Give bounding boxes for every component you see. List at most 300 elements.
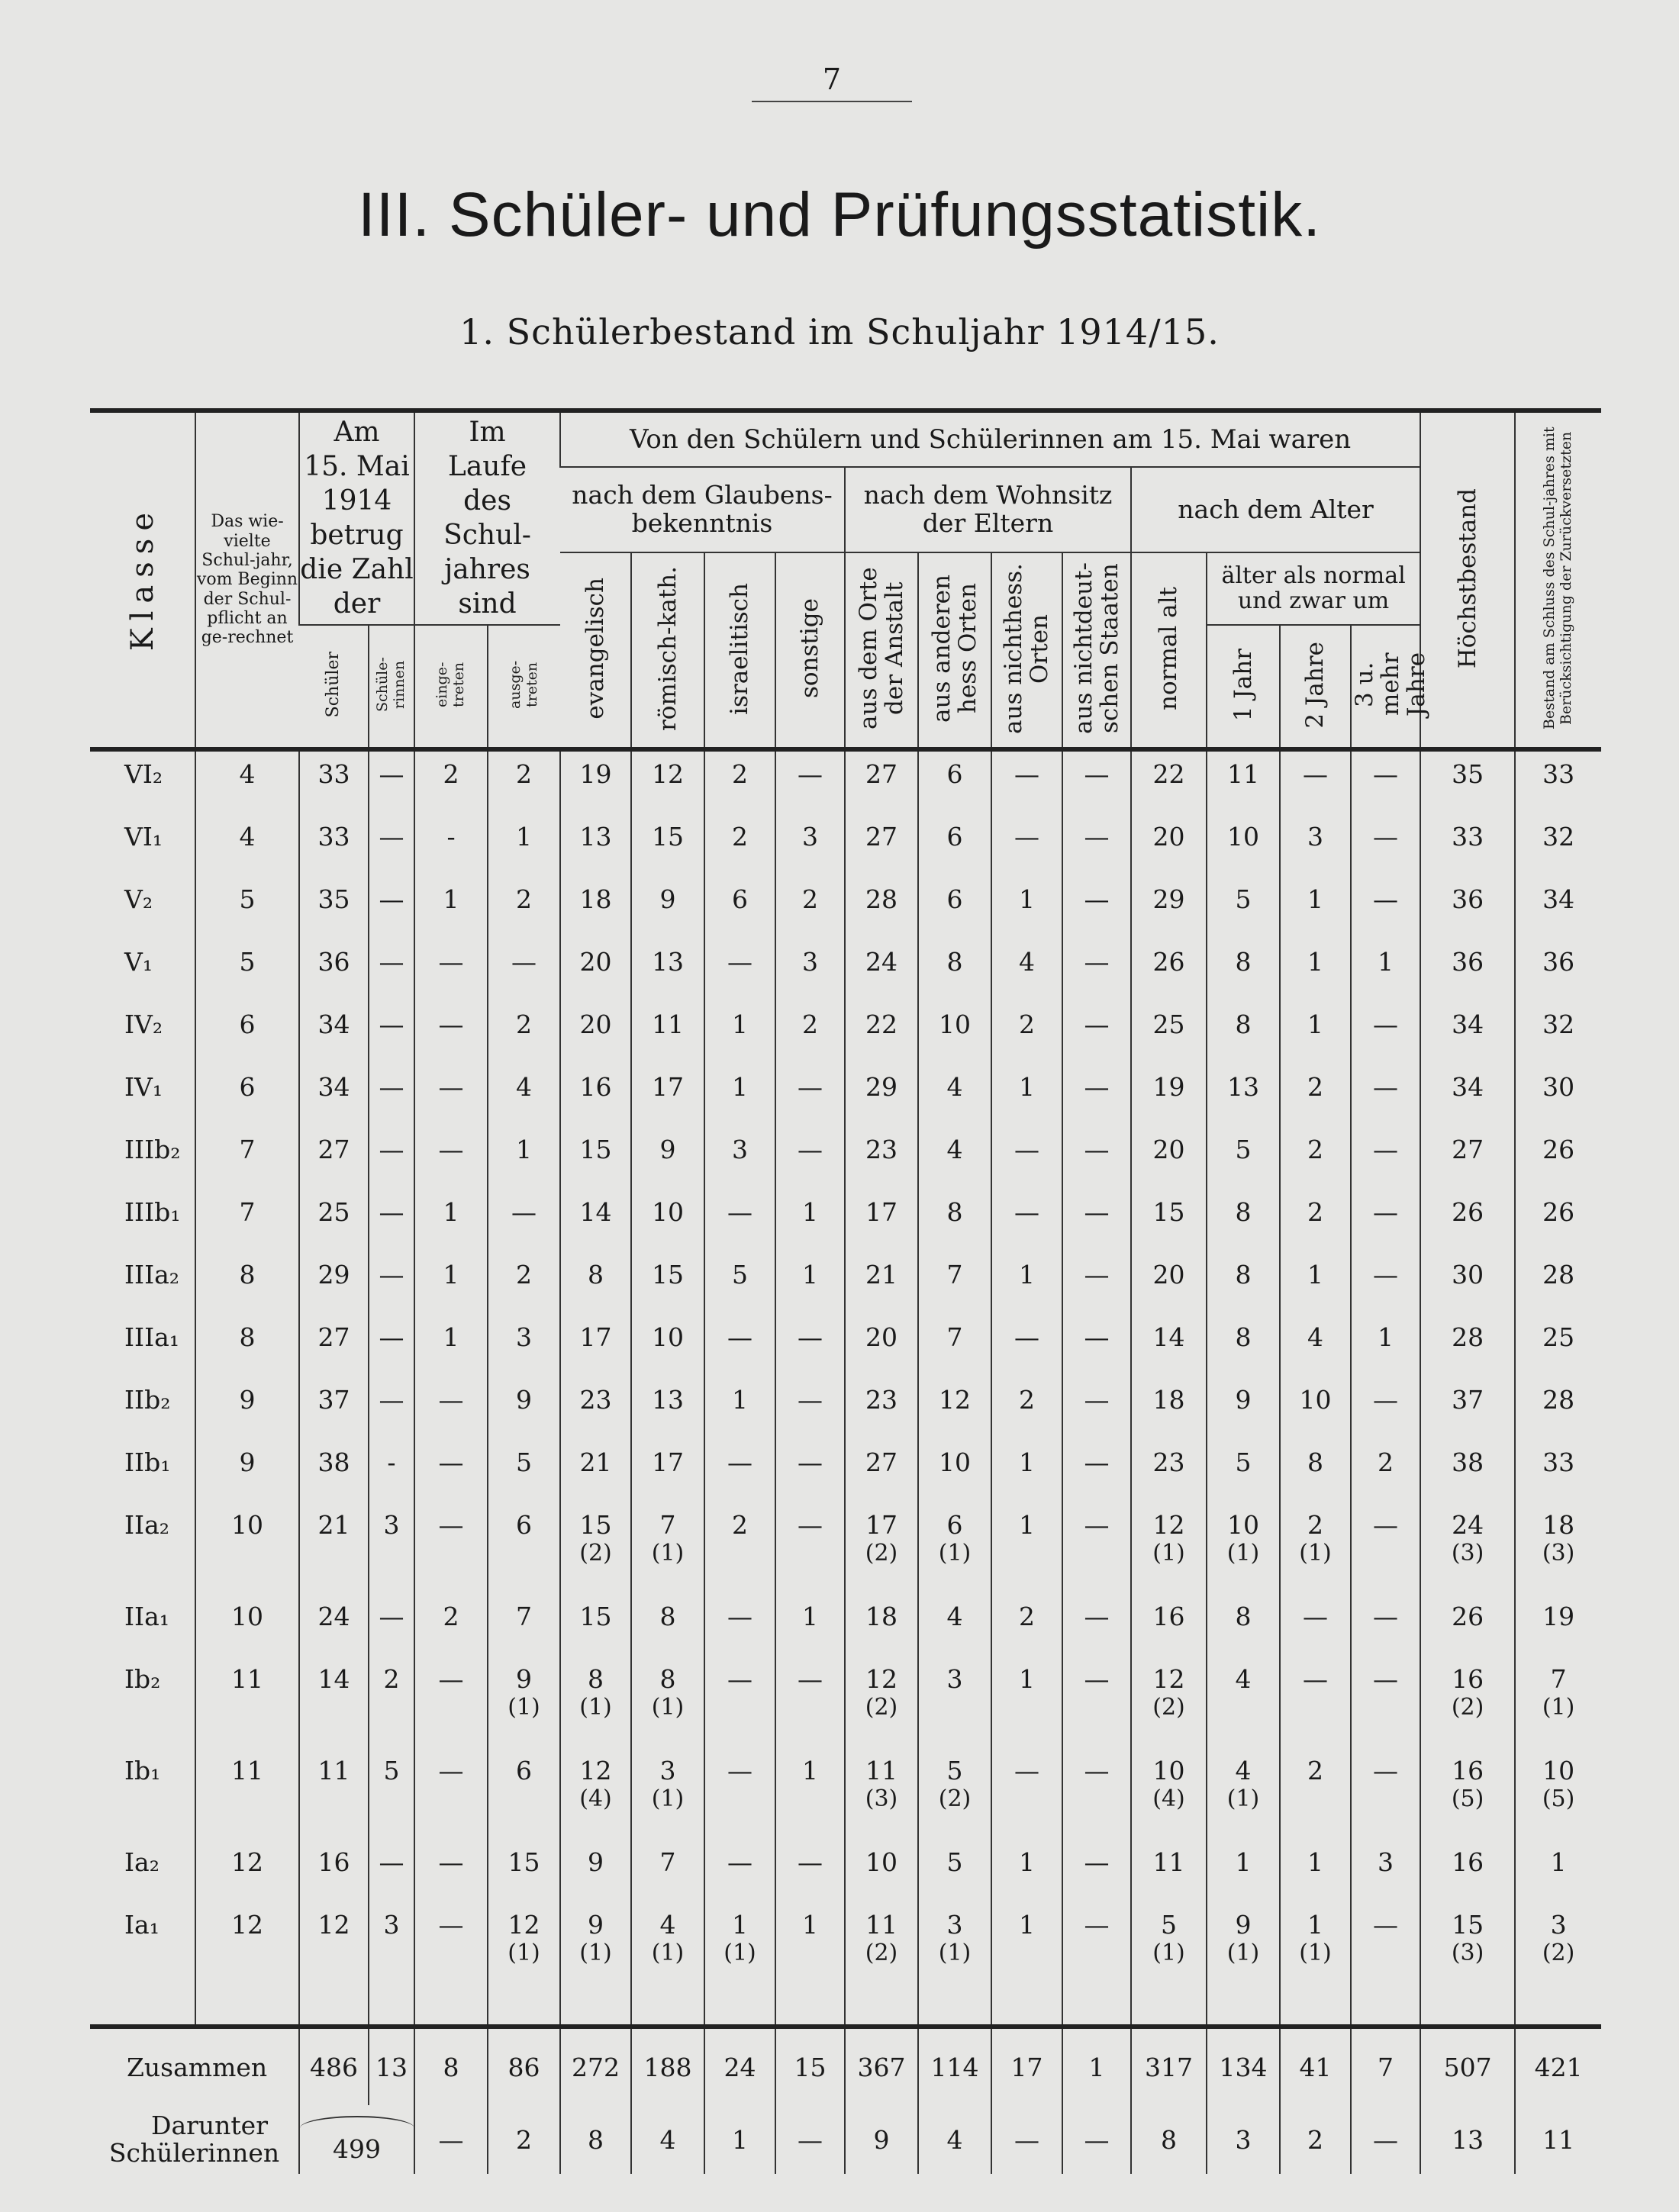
table-cell [775, 1502, 845, 1594]
cell-value: 7 [239, 1197, 256, 1227]
cell-value: 8 [1235, 1197, 1252, 1227]
klasse-cell: VI₂ [124, 759, 163, 789]
table-cell [1280, 1502, 1351, 1594]
darunter-cell: — [414, 2105, 488, 2174]
table-cell [195, 1748, 299, 1840]
table-cell [299, 1840, 369, 1902]
cell-parenthetical: (4) [1152, 1785, 1185, 1812]
table-cell [1062, 1315, 1131, 1377]
table-cell [369, 1315, 414, 1377]
cell-value: — [438, 1385, 464, 1415]
table-cell [1420, 1902, 1515, 1994]
table-cell [1420, 749, 1515, 814]
spacer-row [90, 1994, 1601, 2027]
table-cell [1280, 1440, 1351, 1502]
cell-value: 9 [588, 1910, 604, 1940]
cell-value: — [379, 947, 404, 977]
cell-value: 25 [1542, 1322, 1575, 1352]
cell-parenthetical: (3) [1542, 1540, 1575, 1566]
table-cell [991, 749, 1062, 814]
cell-value: 18 [1542, 1510, 1575, 1540]
cell-value: 8 [946, 1197, 963, 1227]
cell-value: 2 [1378, 1447, 1394, 1477]
table-cell [1062, 1657, 1131, 1748]
cell-value: — [1084, 1009, 1110, 1039]
cell-value: — [798, 1510, 823, 1540]
table-cell [631, 814, 704, 877]
cell-value: 9 [1235, 1910, 1252, 1940]
cell-value: — [1373, 1664, 1399, 1694]
cell-value: 3 [659, 1756, 676, 1785]
cell-value: 1 [516, 1135, 533, 1164]
table-cell [488, 1315, 560, 1377]
cell-value: 10 [1152, 1756, 1185, 1785]
cell-value: 9 [1235, 1385, 1252, 1415]
table-cell [704, 1502, 775, 1594]
cell-value: 22 [1152, 759, 1185, 789]
darunter-label: Darunter Schülerinnen [108, 2110, 280, 2168]
table-cell [1351, 939, 1420, 1002]
table-cell [1280, 1064, 1351, 1127]
table-cell [1062, 877, 1131, 939]
cell-value: 1 [1019, 1072, 1036, 1102]
cell-value: 9 [659, 884, 676, 914]
cell-value: 9 [239, 1447, 256, 1477]
cell-value: 2 [732, 1510, 749, 1540]
cell-value: 6 [946, 1510, 963, 1540]
cell-value: 4 [1307, 1322, 1324, 1352]
table-cell [991, 1315, 1062, 1377]
cell-value: 35 [317, 884, 350, 914]
sum-cell: 507 [1420, 2027, 1515, 2105]
table-cell [299, 1315, 369, 1377]
cell-value: 38 [317, 1447, 350, 1477]
cell-parenthetical: (1) [723, 1940, 756, 1966]
cell-value: — [1373, 759, 1399, 789]
table-cell [775, 1190, 845, 1252]
table-cell [1420, 1190, 1515, 1252]
table-cell [631, 1002, 704, 1064]
cell-value: 9 [516, 1664, 533, 1694]
table-cell [1131, 1502, 1207, 1594]
cell-value: 7 [659, 1510, 676, 1540]
cell-value: 1 [802, 1756, 819, 1785]
cell-parenthetical: (1) [1299, 1940, 1332, 1966]
table-cell [991, 1748, 1062, 1840]
cell-value: — [1084, 822, 1110, 852]
cell-value: 11 [1152, 1847, 1185, 1877]
table-cell [195, 1440, 299, 1502]
cell-value: — [379, 1260, 404, 1290]
table-cell [488, 1657, 560, 1748]
cell-value: 4 [1019, 947, 1036, 977]
table-cell [991, 877, 1062, 939]
cell-value: 22 [865, 1009, 898, 1039]
table-cell [704, 1064, 775, 1127]
table-cell [1131, 1902, 1207, 1994]
table-cell [488, 939, 560, 1002]
table-cell [775, 1748, 845, 1840]
darunter-cell: 2 [1280, 2105, 1351, 2174]
header-nichtdeutschen-staaten: aus nichtdeut-schen Staaten [1062, 552, 1131, 749]
table-cell [845, 1252, 918, 1315]
table-cell [991, 1252, 1062, 1315]
cell-value: 20 [1152, 1260, 1185, 1290]
table-cell [845, 814, 918, 877]
cell-value: — [1084, 1197, 1110, 1227]
cell-value: 33 [317, 822, 350, 852]
cell-value: 1 [443, 1197, 459, 1227]
sum-cell: 24 [704, 2027, 775, 2105]
table-cell [704, 814, 775, 877]
table-cell [299, 1064, 369, 1127]
table-cell [414, 1840, 488, 1902]
table-cell [1280, 1377, 1351, 1440]
table-cell [1062, 1377, 1131, 1440]
brace-mark [300, 2116, 414, 2128]
table-cell [1207, 749, 1280, 814]
table-cell [1062, 814, 1131, 877]
cell-parenthetical: (1) [651, 1694, 685, 1721]
cell-value: 10 [1299, 1385, 1332, 1415]
header-im-laufe: Im Laufe des Schul- jahres sind [414, 411, 560, 625]
cell-value: — [1014, 1322, 1040, 1352]
table-row [90, 877, 1601, 939]
cell-value: 13 [579, 822, 612, 852]
cell-value: — [1373, 884, 1399, 914]
table-cell [195, 1594, 299, 1657]
cell-value: 1 [1307, 1910, 1324, 1940]
table-cell [1062, 1127, 1131, 1190]
cell-value: 17 [865, 1197, 898, 1227]
table-row [90, 1190, 1601, 1252]
cell-value: 37 [317, 1385, 350, 1415]
table-row [90, 1252, 1601, 1315]
cell-value: — [379, 1009, 404, 1039]
table-cell [1351, 749, 1420, 814]
cell-parenthetical: (3) [1451, 1540, 1484, 1566]
cell-value: — [1373, 1009, 1399, 1039]
cell-value: 1 [1019, 1664, 1036, 1694]
cell-value: 20 [579, 947, 612, 977]
cell-value: 7 [516, 1602, 533, 1631]
table-cell [775, 939, 845, 1002]
header-evangelisch: evangelisch [560, 552, 631, 749]
header-ausgetreten: ausge-treten [488, 625, 560, 749]
table-cell [1131, 1657, 1207, 1748]
cell-value: — [438, 1847, 464, 1877]
table-cell [560, 1127, 631, 1190]
table-cell [918, 1127, 991, 1190]
cell-value: — [511, 1197, 537, 1227]
cell-value: — [1084, 759, 1110, 789]
klasse-cell: Ib₂ [124, 1664, 161, 1694]
table-cell [1207, 1657, 1280, 1748]
cell-value: — [379, 1847, 404, 1877]
cell-value: — [1084, 1447, 1110, 1477]
cell-value: — [1373, 1197, 1399, 1227]
cell-value: 2 [443, 759, 459, 789]
cell-value: - [446, 822, 456, 852]
summary-section [90, 1994, 1601, 2174]
cell-parenthetical: (5) [1451, 1785, 1484, 1812]
cell-value: 33 [317, 759, 350, 789]
table-cell [414, 1502, 488, 1594]
darunter-cell: — [1062, 2105, 1131, 2174]
table-cell [369, 939, 414, 1002]
table-cell [195, 1190, 299, 1252]
cell-parenthetical: (1) [1152, 1940, 1185, 1966]
table-cell [1515, 877, 1601, 939]
cell-value: 6 [946, 822, 963, 852]
cell-value: 8 [239, 1260, 256, 1290]
cell-value: 21 [579, 1447, 612, 1477]
table-cell [1062, 1440, 1131, 1502]
cell-value: — [379, 1602, 404, 1631]
cell-value: 1 [802, 1602, 819, 1631]
table-cell [369, 1902, 414, 1994]
table-cell [299, 939, 369, 1002]
klasse-cell: IIIa₂ [124, 1260, 180, 1290]
table-cell [1207, 1748, 1280, 1840]
table-cell [918, 814, 991, 877]
cell-value: 1 [1307, 1260, 1324, 1290]
table-cell [560, 1657, 631, 1748]
cell-value: 18 [579, 884, 612, 914]
table-cell [1420, 1064, 1515, 1127]
header-normal-alt: normal alt [1131, 552, 1207, 749]
table-cell [560, 1502, 631, 1594]
darunter-cell: 11 [1515, 2105, 1601, 2174]
cell-value: — [1084, 1135, 1110, 1164]
cell-value: — [727, 1756, 753, 1785]
cell-value: — [798, 1385, 823, 1415]
cell-parenthetical: (5) [1542, 1785, 1575, 1812]
cell-value: 1 [1307, 1847, 1324, 1877]
cell-value: 28 [865, 884, 898, 914]
cell-value: 33 [1542, 1447, 1575, 1477]
cell-value: 10 [939, 1009, 972, 1039]
cell-value: 1 [1019, 1510, 1036, 1540]
table-cell [414, 939, 488, 1002]
table-cell [1062, 1190, 1131, 1252]
table-cell [1515, 1657, 1601, 1748]
cell-value: — [1373, 1510, 1399, 1540]
cell-value: 13 [652, 1385, 685, 1415]
table-cell [369, 1002, 414, 1064]
cell-value: 1 [1019, 1910, 1036, 1940]
cell-value: 24 [1452, 1510, 1484, 1540]
table-row [90, 749, 1601, 814]
cell-value: — [1084, 884, 1110, 914]
table-cell [414, 1748, 488, 1840]
table-cell [1131, 1252, 1207, 1315]
table-cell [488, 1190, 560, 1252]
cell-value: 10 [865, 1847, 898, 1877]
table-cell [1420, 1315, 1515, 1377]
klasse-cell: IIIb₂ [124, 1135, 181, 1164]
cell-value: 27 [317, 1322, 350, 1352]
table-cell [631, 1594, 704, 1657]
table-cell [414, 1377, 488, 1440]
table-cell [1207, 939, 1280, 1002]
cell-parenthetical: (1) [1299, 1540, 1332, 1566]
cell-value: 12 [652, 759, 685, 789]
table-cell [704, 1252, 775, 1315]
cell-value: 1 [443, 1322, 459, 1352]
table-cell [1207, 1594, 1280, 1657]
cell-value: 3 [732, 1135, 749, 1164]
header-orte-anstalt: aus dem Orte der Anstalt [845, 552, 918, 749]
table-cell [488, 1902, 560, 1994]
table-cell [1515, 1594, 1601, 1657]
cell-parenthetical: (2) [579, 1540, 612, 1566]
table-cell [1062, 1840, 1131, 1902]
cell-value: 15 [1152, 1197, 1185, 1227]
cell-value: 18 [865, 1602, 898, 1631]
cell-value: 1 [516, 822, 533, 852]
table-cell [1207, 1064, 1280, 1127]
table-cell [299, 877, 369, 939]
klasse-cell: IIIb₁ [124, 1197, 181, 1227]
table-cell [1062, 1002, 1131, 1064]
cell-value: 17 [652, 1072, 685, 1102]
darunter-cell: 4 [631, 2105, 704, 2174]
table-row [90, 1064, 1601, 1127]
cell-value: 27 [317, 1135, 350, 1164]
table-cell [414, 1252, 488, 1315]
table-cell [845, 1748, 918, 1840]
cell-value: — [1014, 822, 1040, 852]
cell-value: 17 [652, 1447, 685, 1477]
cell-value: 3 [802, 947, 819, 977]
table-cell [1280, 1190, 1351, 1252]
cell-value: 1 [1307, 1009, 1324, 1039]
cell-value: — [1373, 1602, 1399, 1631]
cell-value: 4 [946, 1135, 963, 1164]
cell-value: 2 [516, 759, 533, 789]
table-cell [299, 1902, 369, 1994]
cell-parenthetical: (1) [938, 1940, 972, 1966]
cell-parenthetical: (1) [1542, 1694, 1575, 1721]
table-cell [1351, 1064, 1420, 1127]
table-cell [488, 877, 560, 939]
table-cell [1062, 1594, 1131, 1657]
cell-value: 10 [939, 1447, 972, 1477]
table-row [90, 1840, 1601, 1902]
cell-value: 1 [1019, 1447, 1036, 1477]
cell-value: 3 [946, 1910, 963, 1940]
cell-value: 12 [508, 1910, 540, 1940]
cell-value: 4 [946, 1602, 963, 1631]
header-sonstige: sonstige [775, 552, 845, 749]
cell-value: 2 [1019, 1602, 1036, 1631]
cell-value: — [1084, 1664, 1110, 1694]
cell-value: 20 [865, 1322, 898, 1352]
table-row [90, 1002, 1601, 1064]
table-cell [195, 1902, 299, 1994]
cell-value: 13 [652, 947, 685, 977]
cell-value: 1 [1307, 884, 1324, 914]
cell-value: 1 [802, 1260, 819, 1290]
table-cell [1351, 1840, 1420, 1902]
section-subtitle: 1. Schülerbestand im Schuljahr 1914/15. [459, 311, 1220, 353]
cell-value: — [1084, 1385, 1110, 1415]
cell-value: 10 [231, 1602, 263, 1631]
table-cell [775, 1440, 845, 1502]
cell-value: 2 [443, 1602, 459, 1631]
table-cell [775, 1657, 845, 1748]
cell-value: 21 [317, 1510, 350, 1540]
table-cell [631, 939, 704, 1002]
table-cell [369, 749, 414, 814]
table-cell [704, 1440, 775, 1502]
cell-value: 28 [1542, 1260, 1575, 1290]
cell-value: 25 [1152, 1009, 1185, 1039]
cell-value: — [1303, 1664, 1329, 1694]
table-cell [1131, 877, 1207, 939]
table-cell [560, 939, 631, 1002]
table-cell [299, 1657, 369, 1748]
cell-value: 2 [516, 884, 533, 914]
table-cell [369, 1440, 414, 1502]
table-cell [488, 814, 560, 877]
table-cell [1420, 1502, 1515, 1594]
cell-value: 12 [231, 1847, 263, 1877]
cell-value: 2 [1307, 1135, 1324, 1164]
cell-parenthetical: (3) [1451, 1940, 1484, 1966]
table-cell [991, 1902, 1062, 1994]
table-cell [299, 1377, 369, 1440]
cell-value: — [379, 1072, 404, 1102]
cell-value: 2 [732, 759, 749, 789]
cell-value: — [379, 1322, 404, 1352]
table-cell [1420, 1657, 1515, 1748]
table-cell [845, 1127, 918, 1190]
table-cell [1351, 1252, 1420, 1315]
table-cell [1207, 1127, 1280, 1190]
table-cell [775, 1840, 845, 1902]
cell-value: — [798, 1664, 823, 1694]
cell-value: 2 [1307, 1756, 1324, 1785]
table-cell [1420, 1748, 1515, 1840]
cell-value: 1 [1019, 1847, 1036, 1877]
cell-value: 8 [1235, 1009, 1252, 1039]
cell-value: 1 [802, 1910, 819, 1940]
table-cell [704, 1002, 775, 1064]
klasse-cell: VI₁ [124, 822, 163, 852]
cell-value: — [1373, 1910, 1399, 1940]
table-cell [991, 1440, 1062, 1502]
cell-value: 11 [1227, 759, 1260, 789]
cell-value: 32 [1542, 1009, 1575, 1039]
table-cell [1515, 939, 1601, 1002]
cell-value: 16 [1452, 1756, 1484, 1785]
table-cell [1351, 877, 1420, 939]
table-cell [1131, 1840, 1207, 1902]
table-cell [1062, 1064, 1131, 1127]
statistics-table [90, 408, 1601, 2174]
cell-value: 5 [516, 1447, 533, 1477]
cell-value: 11 [231, 1756, 263, 1785]
cell-value: 2 [802, 1009, 819, 1039]
header-schuljahr: Das wie-vielte Schul-jahr, vom Beginn der Schul-pflicht an ge-rechnet [195, 411, 299, 749]
header-eingetreten: einge-treten [414, 625, 488, 749]
table-cell [1280, 1252, 1351, 1315]
cell-value: — [379, 1385, 404, 1415]
sum-cell: 317 [1131, 2027, 1207, 2105]
cell-value: 8 [659, 1602, 676, 1631]
